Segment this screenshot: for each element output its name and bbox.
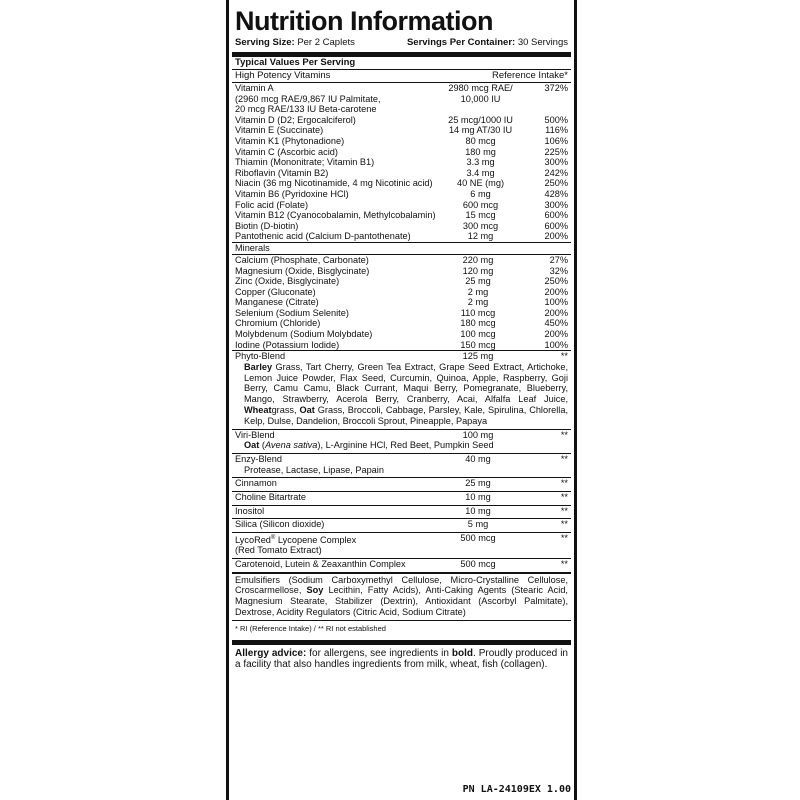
nutrient-ri: 242% (544, 167, 568, 178)
nutrient-amount: 150 mcg (460, 339, 496, 350)
part-number: PN LA-24109EX 1.00 (462, 784, 571, 795)
ingredient-name: Choline Bitartrate (235, 492, 306, 502)
ingredient-amount: 10 mg (465, 505, 491, 516)
table-row (232, 136, 571, 147)
ingredient-amount: 10 mg (465, 492, 491, 502)
viri-blend-ingredients: Oat (Avena sativa), L-Arginine HCl, Red Beet, Pumpkin Seed (244, 440, 494, 451)
ingredient-amount: 5 mg (467, 519, 489, 530)
nutrient-ri: 600% (544, 220, 568, 231)
nutrient-amount: 12 mg (467, 231, 494, 242)
table-row (232, 210, 571, 221)
nutrient-name: Vitamin E (Succinate) (235, 125, 324, 136)
table-row (232, 329, 571, 340)
nutrient-name: Molybdenum (Sodium Molybdate) (235, 329, 373, 340)
nutrient-ri: 100% (544, 339, 568, 350)
ingredient-name: Cinnamon (235, 478, 277, 489)
nutrient-amount: 15 mcg (465, 210, 496, 221)
vitamins-header: High Potency Vitamins Reference Intake* (235, 70, 568, 81)
nutrient-amount: 180 mcg (460, 318, 496, 329)
allergy-advice: Allergy advice: for allergens, see ingredients in bold. Proudly produced in a facility that also handles ingredients from milk, wheat, fish (collagen). (235, 647, 568, 671)
nutrient-ri: 372% (544, 83, 568, 93)
nutrient-ri: 100% (544, 297, 568, 308)
nutrient-amount: 6 mg (470, 188, 491, 199)
serving-size: Serving Size: Per 2 Caplets (235, 37, 355, 48)
nutrition-label-panel (226, 0, 577, 800)
nutrient-amount: 3.3 mg (466, 157, 495, 168)
nutrient-name: Folic acid (Folate) (235, 199, 309, 210)
table-row (232, 297, 571, 308)
nutrient-amount: 180 mg (465, 146, 496, 157)
table-row (232, 308, 571, 319)
nutrient-name: Chromium (Chloride) (235, 318, 321, 329)
nutrient-amount: 300 mcg (462, 220, 499, 231)
table-row (232, 276, 571, 287)
phyto-blend-ingredients: Barley Grass, Tart Cherry, Green Tea Extract, Grape Seed Extract, Artichoke, Lemon Juice Powder, Flax Seed, Curcumin, Quinoa, Apple, Raspberry, Goji Berry, Camu Camu, Black Currant, Maqui Berry, Pomegranate, Blueberry, Mango, Strawberry, Acerola Berry, Cranberry, Acai, Alfalfa Leaf Juice, Wheatgrass, Oat Grass, Broccoli, Cabbage, Parsley, Kale, Spirulina, Chlorella, Kelp, Dulse, Dandelion, Broccoli Sprout, Pineapple, Papaya (244, 361, 568, 426)
nutrient-name: Calcium (Phosphate, Carbonate) (235, 254, 369, 265)
table-row (232, 168, 571, 179)
table-row (232, 147, 571, 158)
table-row (232, 318, 571, 329)
vitamins-table (232, 83, 571, 242)
nutrient-name: Zinc (Oxide, Bisglycinate) (235, 276, 340, 287)
nutrient-ri: 300% (544, 199, 568, 210)
nutrient-ri: 225% (544, 146, 568, 157)
ingredient-ri: ** (560, 519, 568, 530)
table-row (232, 94, 571, 105)
ingredient-name: Inositol (235, 505, 265, 516)
other-ingredients: Emulsifiers (Sodium Carboxymethyl Cellulose, Micro-Crystalline Cellulose, Croscarmellose, Soy Lecithin, Fatty Acids), Anti-Caking Agents (Stearic Acid, Magnesium Stearate, Stabilizer (Dextrin), Antioxidant (Ascorbyl Palmitate), Dextrose, Acidity Regulators (Citric Acid, Sodium Citrate) (235, 574, 568, 618)
nutrient-ri (526, 104, 571, 115)
nutrient-amount: 3.4 mg (466, 167, 495, 178)
nutrient-name: Vitamin C (Ascorbic acid) (235, 146, 338, 157)
nutrient-amount: 14 mg AT/30 IU (448, 125, 513, 136)
nutrient-name: Copper (Gluconate) (235, 286, 316, 297)
nutrient-amount: 220 mg (462, 254, 494, 265)
nutrient-amount: 2 mg (467, 297, 489, 308)
nutrient-ri: 200% (544, 329, 568, 340)
nutrient-name: Manganese (Citrate) (235, 297, 319, 308)
nutrient-ri: 300% (544, 157, 568, 168)
ingredient-row (232, 492, 571, 503)
table-row (232, 189, 571, 200)
table-row (232, 200, 571, 211)
nutrient-amount (436, 104, 526, 115)
table-row (232, 125, 571, 136)
nutrient-ri: 250% (544, 276, 568, 287)
nutrient-ri: 200% (544, 307, 568, 318)
footnote: * RI (Reference Intake) / ** RI not established (235, 623, 386, 633)
table-row (232, 221, 571, 232)
table-row (232, 340, 571, 351)
nutrient-name: Vitamin A (235, 83, 274, 93)
ingredient-ri: ** (560, 478, 568, 489)
table-row (232, 178, 571, 189)
table-row (232, 115, 571, 126)
nutrient-amount: 600 mcg (462, 199, 499, 210)
label-title: Nutrition Information (235, 6, 493, 36)
nutrient-name: Selenium (Sodium Selenite) (235, 307, 349, 318)
nutrient-name: Magnesium (Oxide, Bisglycinate) (235, 265, 370, 276)
serving-info (235, 37, 568, 49)
nutrient-name: Thiamin (Mononitrate; Vitamin B1) (235, 157, 375, 168)
ingredient-name: Silica (Silicon dioxide) (235, 519, 325, 530)
nutrient-amount: 25 mcg/1000 IU (448, 114, 513, 125)
nutrient-amount: 100 mcg (460, 329, 496, 340)
nutrient-name: Iodine (Potassium Iodide) (235, 339, 340, 350)
nutrient-amount: 2980 mcg RAE/ (448, 83, 513, 93)
table-row (232, 287, 571, 298)
nutrient-name: Vitamin B6 (Pyridoxine HCl) (235, 188, 349, 199)
table-row (232, 157, 571, 168)
nutrient-ri: 450% (544, 318, 568, 329)
nutrient-name: (2960 mcg RAE/9,867 IU Palmitate, (235, 93, 381, 104)
nutrient-amount: 10,000 IU (460, 93, 501, 104)
nutrient-ri: 250% (544, 178, 568, 189)
nutrient-name: Riboflavin (Vitamin B2) (235, 167, 329, 178)
nutrient-amount: 120 mg (462, 265, 494, 276)
nutrient-name: Biotin (D-biotin) (235, 220, 299, 231)
table-row (232, 83, 571, 94)
nutrient-amount: 80 mcg (465, 135, 496, 146)
nutrient-name: Vitamin D (D2; Ergocalciferol) (235, 114, 356, 125)
nutrient-amount: 110 mcg (460, 307, 496, 318)
ingredient-ri: ** (560, 492, 568, 502)
nutrient-name: Vitamin K1 (Phytonadione) (235, 135, 345, 146)
servings-per-container: Servings Per Container: 30 Servings (406, 37, 568, 48)
minerals-heading: Minerals (235, 242, 270, 253)
nutrient-ri: 200% (544, 231, 568, 242)
table-row (232, 231, 571, 242)
ingredient-ri: ** (560, 505, 568, 516)
ingredient-row (232, 519, 571, 530)
nutrient-ri: 27% (549, 254, 568, 265)
viri-blend-row: Viri-Blend 100 mg ** (235, 429, 568, 440)
nutrient-name: Niacin (36 mg Nicotinamide, 4 mg Nicotinic acid) (235, 178, 433, 189)
lycored-row: LycoRed® Lycopene Complex 500 mcg ** (Red Tomato Extract) (235, 532, 568, 556)
nutrient-ri: 116% (545, 125, 568, 136)
nutrient-name: 20 mcg RAE/133 IU Beta-carotene (235, 104, 377, 115)
table-row (232, 255, 571, 266)
nutrient-ri: 32% (549, 265, 568, 276)
nutrient-name: Vitamin B12 (Cyanocobalamin, Methylcobalamin) (235, 210, 436, 221)
nutrition-label (232, 6, 571, 671)
ingredient-amount: 25 mg (465, 478, 491, 489)
carotenoid-row: Carotenoid, Lutein & Zeaxanthin Complex 500 mcg ** (235, 559, 568, 570)
typical-values-heading: Typical Values Per Serving (235, 57, 356, 68)
nutrient-ri: 500% (544, 114, 568, 125)
enzy-blend-ingredients: Protease, Lactase, Lipase, Papain (244, 464, 384, 475)
table-row (232, 104, 571, 115)
nutrient-amount: 25 mg (465, 276, 491, 287)
table-row (232, 266, 571, 277)
nutrient-ri (526, 94, 571, 105)
nutrient-amount: 40 NE (mg) (457, 178, 505, 189)
enzy-blend-row: Enzy-Blend 40 mg ** (235, 454, 568, 465)
ingredient-row (232, 478, 571, 489)
nutrient-ri: 600% (544, 210, 568, 221)
nutrient-name: Pantothenic acid (Calcium D-pantothenate) (235, 231, 411, 242)
minerals-table (232, 255, 571, 350)
phyto-blend-row: Phyto-Blend 125 mg ** (235, 351, 568, 362)
ingredient-row (232, 506, 571, 517)
nutrient-ri: 428% (544, 188, 568, 199)
nutrient-ri: 106% (544, 135, 568, 146)
nutrient-amount: 2 mg (467, 286, 489, 297)
nutrient-ri: 200% (544, 286, 568, 297)
